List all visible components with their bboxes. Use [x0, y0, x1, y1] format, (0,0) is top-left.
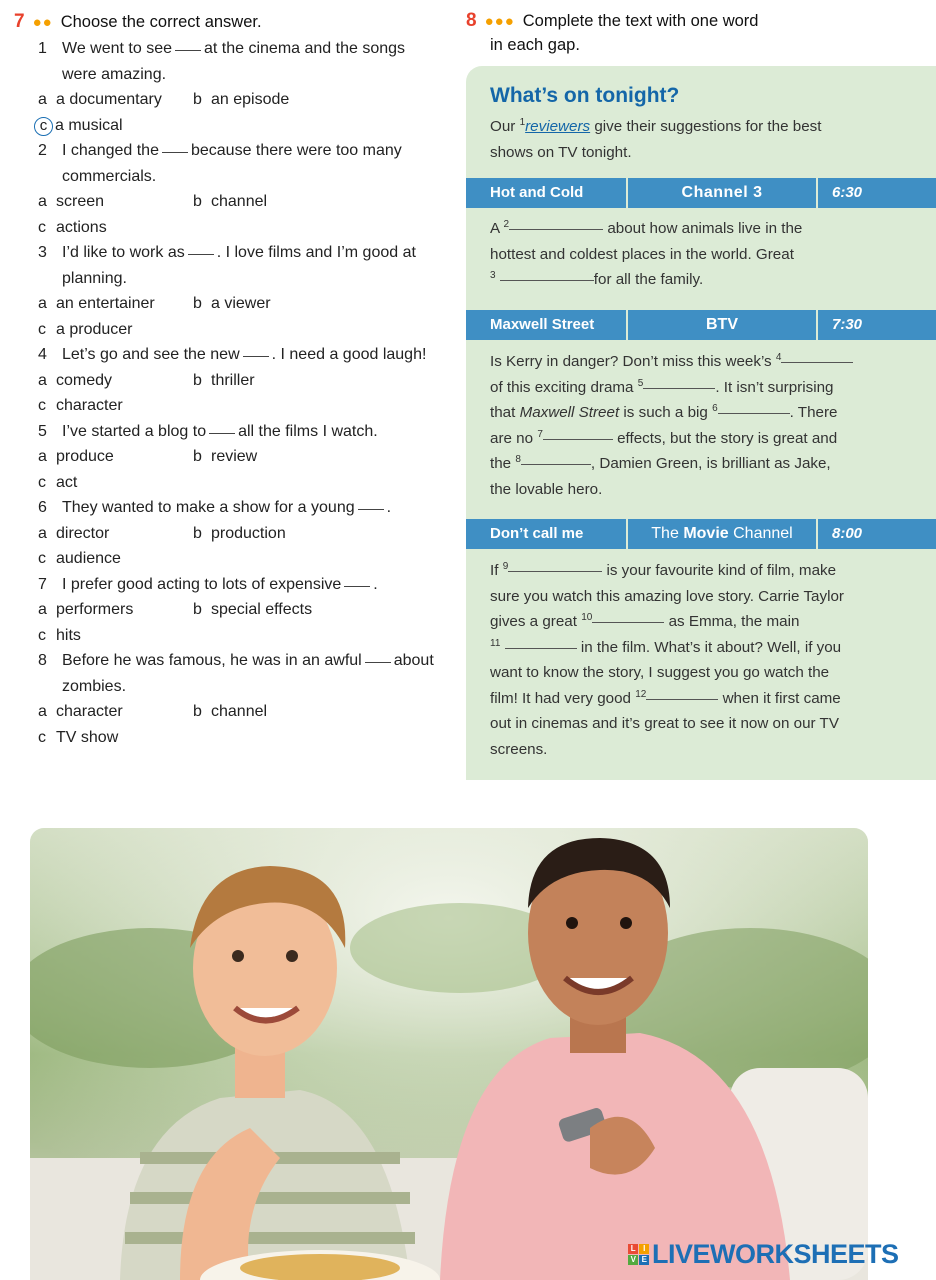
- option-text: an episode: [211, 91, 290, 108]
- show-time: 6:30: [832, 184, 863, 201]
- option-letter: b: [193, 91, 202, 108]
- gap-9-input[interactable]: [508, 570, 602, 572]
- question-text: [38, 495, 434, 521]
- gap-12-input[interactable]: [646, 698, 718, 700]
- gap-7-input[interactable]: [543, 438, 613, 440]
- question-number: 6: [38, 499, 47, 516]
- option-text: an entertainer: [56, 295, 155, 312]
- example-answer: reviewers: [525, 118, 591, 135]
- option-letter: a: [38, 91, 47, 108]
- show-channel: Channel 3: [628, 178, 818, 208]
- sentence-start: Before he was famous, he was in an awful: [62, 652, 362, 669]
- answer-gap: [243, 355, 269, 357]
- tv-guide-panel: [466, 66, 936, 780]
- text: about how animals live in the: [607, 220, 803, 237]
- text: hottest and coldest places in the world. Great: [490, 245, 794, 263]
- difficulty-dots: ●●: [32, 13, 53, 31]
- gap-number: 2: [503, 219, 510, 230]
- show-text-maxwell-street: [490, 349, 920, 502]
- text: as Emma, the main: [668, 613, 800, 630]
- option-c[interactable]: [38, 113, 123, 139]
- question-item: [14, 36, 434, 138]
- exercise-instruction: Choose the correct answer.: [60, 12, 262, 31]
- text: out in cinemas and it’s great to see it now on our TV: [490, 715, 839, 732]
- channel-text: Channel: [733, 525, 793, 542]
- show-bar-maxwell-street: [466, 310, 936, 340]
- sentence-end: .: [386, 499, 392, 516]
- answer-gap: [358, 508, 384, 510]
- option-letter: a: [38, 295, 47, 312]
- sentence-end: at the cinema and the songs were amazing.: [62, 40, 406, 83]
- option-b[interactable]: [193, 597, 312, 623]
- option-b[interactable]: [193, 87, 289, 113]
- show-time: 8:00: [832, 525, 863, 542]
- show-title-italic: Maxwell Street: [519, 404, 620, 421]
- option-letter: c: [38, 320, 46, 338]
- answer-options: [38, 521, 434, 572]
- text: screens.: [490, 740, 548, 758]
- option-text: channel: [211, 193, 268, 210]
- sentence-end: about zombies.: [62, 652, 434, 695]
- text: . There: [789, 404, 838, 421]
- option-b[interactable]: [193, 368, 255, 394]
- question-number: 3: [38, 244, 47, 261]
- question-sentence: [62, 342, 434, 368]
- sentence-start: Let’s go and see the new: [62, 346, 240, 363]
- logo-block: I: [639, 1244, 649, 1254]
- question-sentence: [62, 138, 434, 189]
- question-sentence: [62, 648, 434, 699]
- option-text: TV show: [56, 728, 119, 746]
- option-text: screen: [56, 193, 105, 210]
- show-text-hot-and-cold: [490, 216, 920, 293]
- gap-2-input[interactable]: [509, 228, 603, 230]
- option-a[interactable]: [38, 291, 155, 317]
- sentence-start: We went to see: [62, 40, 172, 57]
- question-number: 1: [38, 40, 47, 57]
- question-number: 4: [38, 346, 47, 363]
- text: film! It had very good: [490, 689, 631, 707]
- option-text: audience: [56, 550, 121, 567]
- text: . It isn’t surprising: [715, 378, 834, 396]
- text: is your favourite kind of film, make: [606, 562, 837, 579]
- question-number: 5: [38, 422, 47, 440]
- logo-block: L: [628, 1244, 638, 1254]
- option-letter: a: [38, 524, 47, 542]
- logo-text: LIVEWORKSHEETS: [652, 1239, 899, 1269]
- show-name: Hot and Cold: [466, 178, 628, 208]
- option-letter: b: [193, 524, 202, 542]
- answer-options: [38, 291, 434, 342]
- option-a[interactable]: [38, 521, 109, 547]
- sentence-start: I’ve started a blog to: [62, 422, 207, 440]
- text: of this exciting drama: [490, 378, 634, 396]
- option-letter: b: [193, 448, 202, 465]
- option-text: production: [211, 524, 286, 542]
- option-c[interactable]: [38, 393, 123, 419]
- question-item: [14, 572, 434, 649]
- show-name: Don’t call me: [466, 519, 628, 549]
- answer-options: [38, 699, 434, 750]
- text: , Damien Green, is brilliant as Jake,: [590, 455, 831, 472]
- option-text: performers: [56, 601, 134, 618]
- difficulty-dots: ●●●: [484, 12, 515, 30]
- question-sentence: [62, 240, 434, 291]
- text: gives a great: [490, 613, 577, 630]
- text: is such a big: [623, 404, 708, 421]
- intro-text: shows on TV tonight.: [490, 143, 632, 161]
- question-item: [14, 342, 434, 419]
- option-letter: b: [193, 371, 202, 389]
- option-a[interactable]: [38, 368, 112, 394]
- option-b[interactable]: [193, 699, 267, 725]
- gap-10-input[interactable]: [592, 621, 664, 623]
- sentence-end: . I need a good laugh!: [271, 346, 427, 363]
- gap-number: 10: [581, 612, 593, 623]
- option-text: comedy: [56, 371, 113, 389]
- text: effects, but the story is great and: [617, 429, 838, 447]
- option-text: act: [56, 473, 78, 491]
- option-letter: a: [38, 601, 47, 618]
- option-letter: a: [38, 193, 47, 210]
- answer-gap: [175, 49, 201, 51]
- option-text: thriller: [211, 371, 255, 389]
- option-text: produce: [56, 448, 114, 465]
- sentence-start: I changed the: [62, 142, 159, 159]
- sentence-start: I prefer good acting to lots of expensive: [62, 575, 342, 593]
- question-number: 8: [38, 652, 47, 669]
- text: the: [490, 455, 512, 472]
- gap-5-input[interactable]: [643, 387, 715, 389]
- exercise-instruction-cont: in each gap.: [490, 36, 580, 54]
- gap-11-input[interactable]: [505, 647, 577, 649]
- option-letter: a: [38, 371, 47, 389]
- option-c[interactable]: [38, 623, 81, 649]
- exercise-8-header: [466, 8, 936, 34]
- option-c[interactable]: [38, 215, 107, 241]
- option-letter: c: [38, 728, 46, 746]
- show-text-dont-call-me: [490, 558, 920, 762]
- text: A: [490, 220, 500, 237]
- option-c[interactable]: [38, 725, 118, 751]
- option-text: character: [56, 703, 123, 720]
- option-text: a musical: [55, 116, 123, 134]
- show-channel: BTV: [628, 310, 818, 340]
- option-c[interactable]: [38, 546, 121, 572]
- question-sentence: [62, 572, 434, 598]
- text: when it first came: [722, 689, 841, 707]
- question-text: [38, 240, 434, 291]
- question-item: [14, 495, 434, 572]
- panel-title: What’s on tonight?: [490, 84, 680, 107]
- question-text: [38, 572, 434, 598]
- gap-number: 5: [637, 377, 644, 389]
- sentence-end: all the films I watch.: [238, 422, 378, 440]
- show-bar-hot-and-cold: [466, 178, 936, 208]
- channel-text: The: [651, 525, 679, 542]
- option-a[interactable]: [38, 444, 114, 470]
- show-name: Maxwell Street: [466, 310, 628, 340]
- logo-blocks: [628, 1244, 649, 1265]
- gap-6-input[interactable]: [718, 412, 790, 414]
- option-b[interactable]: [193, 291, 271, 317]
- text: If: [490, 562, 499, 579]
- exercise-7-header: [14, 8, 434, 36]
- answer-gap: [188, 253, 214, 255]
- show-bar-dont-call-me: [466, 519, 936, 549]
- answer-gap: [344, 585, 370, 587]
- question-number: 7: [38, 575, 47, 593]
- gap-8-input[interactable]: [521, 463, 591, 465]
- question-item: [14, 648, 434, 750]
- exercise-8: [466, 8, 936, 56]
- option-text: hits: [56, 626, 81, 644]
- option-text: a producer: [56, 320, 133, 338]
- gap-number: 1: [519, 117, 526, 128]
- answer-gap: [209, 432, 235, 434]
- option-text: character: [56, 397, 123, 414]
- option-letter: c: [38, 626, 46, 644]
- logo-block: E: [639, 1255, 649, 1265]
- option-text: director: [56, 524, 110, 542]
- text: sure you watch this amazing love story. Carrie Taylor: [490, 587, 844, 605]
- liveworksheets-logo: [628, 1239, 899, 1270]
- option-b[interactable]: [193, 444, 257, 470]
- option-a[interactable]: [38, 597, 133, 623]
- question-text: [38, 648, 434, 699]
- option-c[interactable]: [38, 470, 77, 496]
- gap-4-input[interactable]: [781, 361, 853, 363]
- question-item: [14, 240, 434, 342]
- question-text: [38, 138, 434, 189]
- gap-number: 8: [515, 454, 521, 465]
- photo-illustration: [30, 828, 868, 1280]
- sentence-end: .: [373, 575, 378, 593]
- intro-text: give their suggestions for the best: [594, 118, 822, 135]
- question-item: [14, 138, 434, 240]
- exercise-number: 8: [466, 10, 477, 31]
- option-letter: b: [193, 295, 202, 312]
- exercise-7: [14, 8, 434, 750]
- sentence-start: I’d like to work as: [62, 244, 185, 261]
- answer-gap: [365, 661, 391, 663]
- option-a[interactable]: [38, 699, 123, 725]
- gap-number: 11: [490, 637, 501, 649]
- panel-intro: [490, 114, 920, 165]
- option-text: channel: [211, 703, 268, 720]
- question-text: [38, 36, 434, 87]
- question-sentence: [62, 36, 434, 87]
- gap-number: 7: [537, 428, 543, 440]
- question-sentence: [62, 419, 434, 445]
- text: want to know the story, I suggest you go watch the: [490, 664, 830, 681]
- exercise-instruction: Complete the text with one word: [522, 11, 759, 30]
- option-text: review: [211, 448, 258, 465]
- sentence-end: . I love films and I’m good at planning.: [62, 244, 416, 287]
- text: Is Kerry in danger? Don’t miss this week’s: [490, 353, 772, 370]
- text: the lovable hero.: [490, 480, 603, 498]
- option-letter: a: [38, 703, 47, 720]
- option-b[interactable]: [193, 189, 267, 215]
- option-a[interactable]: [38, 87, 162, 113]
- answer-options: [38, 87, 434, 138]
- gap-number: 6: [712, 403, 718, 414]
- show-channel: [628, 519, 818, 549]
- answer-options: [38, 444, 434, 495]
- question-sentence: [62, 495, 434, 521]
- option-letter: c: [38, 218, 46, 236]
- option-letter: a: [38, 448, 47, 465]
- gap-number: 9: [502, 561, 509, 572]
- answer-gap: [162, 151, 188, 153]
- text: are no: [490, 429, 534, 447]
- text: that: [490, 404, 516, 421]
- question-number: 2: [38, 142, 47, 159]
- intro-text: Our: [490, 118, 516, 135]
- option-letter: b: [193, 703, 202, 720]
- option-text: special effects: [211, 601, 313, 618]
- gap-3-input[interactable]: [500, 279, 594, 281]
- text: in the film. What’s it about? Well, if you: [580, 638, 842, 656]
- question-text: [38, 419, 434, 445]
- question-item: [14, 419, 434, 496]
- option-a[interactable]: [38, 189, 104, 215]
- option-text: a viewer: [211, 295, 271, 312]
- option-letter: c: [38, 397, 46, 414]
- option-letter: c: [38, 473, 46, 491]
- option-text: actions: [56, 218, 107, 236]
- question-text: [38, 342, 434, 368]
- option-letter: b: [193, 193, 202, 210]
- gap-number: 3: [490, 270, 496, 281]
- question-list: [14, 36, 434, 750]
- photo-two-boys-watching-tv: [30, 828, 868, 1280]
- channel-text-bold: Movie: [683, 525, 729, 542]
- option-b[interactable]: [193, 521, 286, 547]
- show-time: 7:30: [832, 316, 863, 333]
- option-letter: b: [193, 601, 202, 618]
- text: for all the family.: [593, 271, 704, 288]
- sentence-end: because there were too many commercials.: [62, 142, 402, 185]
- answer-options: [38, 189, 434, 240]
- gap-number: 4: [775, 352, 782, 363]
- selected-answer-circle: c: [34, 117, 53, 136]
- answer-options: [38, 368, 434, 419]
- sentence-start: They wanted to make a show for a young: [62, 499, 355, 516]
- gap-number: 12: [635, 688, 647, 700]
- answer-options: [38, 597, 434, 648]
- option-text: a documentary: [56, 91, 162, 108]
- option-letter: c: [38, 550, 46, 567]
- logo-block: V: [628, 1255, 638, 1265]
- option-c[interactable]: [38, 317, 133, 343]
- exercise-number: 7: [14, 11, 25, 32]
